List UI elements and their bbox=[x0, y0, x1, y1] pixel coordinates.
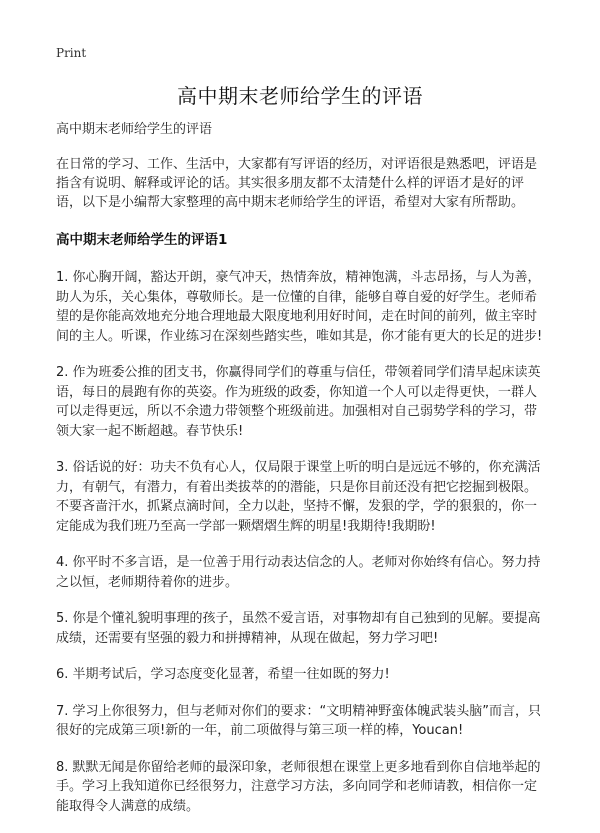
comment-item-2: 2. 作为班委公推的团支书，你赢得同学们的尊重与信任，带领着同学们清早起床读英语，每日的晨跑有你的英姿。作为班级的政委，你知道一个人可以走得更快，一群人可以走得更远，所以不余遗力带领整个班级前进。加强相对自己弱势学科的学习，带领大家一起不断超越。春节快乐! bbox=[56, 365, 541, 439]
comment-item-8: 8. 默默无闻是你留给老师的最深印象，老师很想在课堂上更多地看到你自信地举起的手。学习上我知道你已经很努力，注意学习方法，多向同学和老师请教，相信你一定能取得令人满意的成绩。 bbox=[56, 759, 541, 814]
comment-item-5: 5. 你是个懂礼貌明事理的孩子，虽然不爱言语，对事物却有自己独到的见解。要提高成绩，还需要有坚强的毅力和拼搏精神，从现在做起，努力学习吧! bbox=[56, 611, 541, 646]
comment-item-3: 3. 俗话说的好：功夫不负有心人，仅局限于课堂上听的明白是远远不够的，你充满活力，有朝气，有潜力，有着出类拔萃的的潜能，只是你目前还没有把它挖掘到极限。不要吝啬汗水，抓紧点滴时间，全力以赴，坚持不懈，发狠的学，学的狠狠的，你一定能成为我们班乃至高一学部一颗熠熠生辉的明星!我期待!我期盼! bbox=[56, 460, 541, 534]
section-heading: 高中期末老师给学生的评语1 bbox=[56, 232, 228, 248]
comment-item-4: 4. 你平时不多言语，是一位善于用行动表达信念的人。老师对你始终有信心。努力持之以恒，老师期待着你的进步。 bbox=[56, 555, 541, 590]
subtitle: 高中期末老师给学生的评语 bbox=[56, 122, 213, 137]
document-body bbox=[56, 121, 548, 833]
page-title: 高中期末老师给学生的评语 bbox=[177, 84, 423, 108]
comment-item-6: 6. 半期考试后，学习态度变化显著，希望一往如既的努力! bbox=[56, 667, 390, 682]
intro-paragraph: 在日常的学习、工作、生活中，大家都有写评语的经历，对评语很是熟悉吧，评语是指含有说明、解释或评论的话。其实很多朋友都不太清楚什么样的评语才是好的评语，以下是小编帮大家整理的高中期末老师给学生的评语，希望对大家有所帮助。 bbox=[56, 157, 538, 210]
comment-item-7: 7. 学习上你很努力，但与老师对你们的要求：“文明精神野蛮体魄武装头脑”而言，只很好的完成第三项!新的一年，前二项做得与第三项一样的棒，Youcan! bbox=[56, 703, 542, 738]
comment-item-1: 1. 你心胸开阔，豁达开朗，豪气冲天，热情奔放，精神饱满，斗志昂扬，与人为善，助人为乐，关心集体，尊敬师长。是一位懂的自律，能够自尊自爱的好学生。老师希望的是你能高效地充分地合理地最大限度地利用好时间，走在时间的前列，做主宰时间的主人。听课，作业练习在深刻些踏实些，唯如其是，你才能有更大的长足的进步! bbox=[56, 270, 543, 344]
print-link[interactable]: Print bbox=[56, 46, 87, 60]
